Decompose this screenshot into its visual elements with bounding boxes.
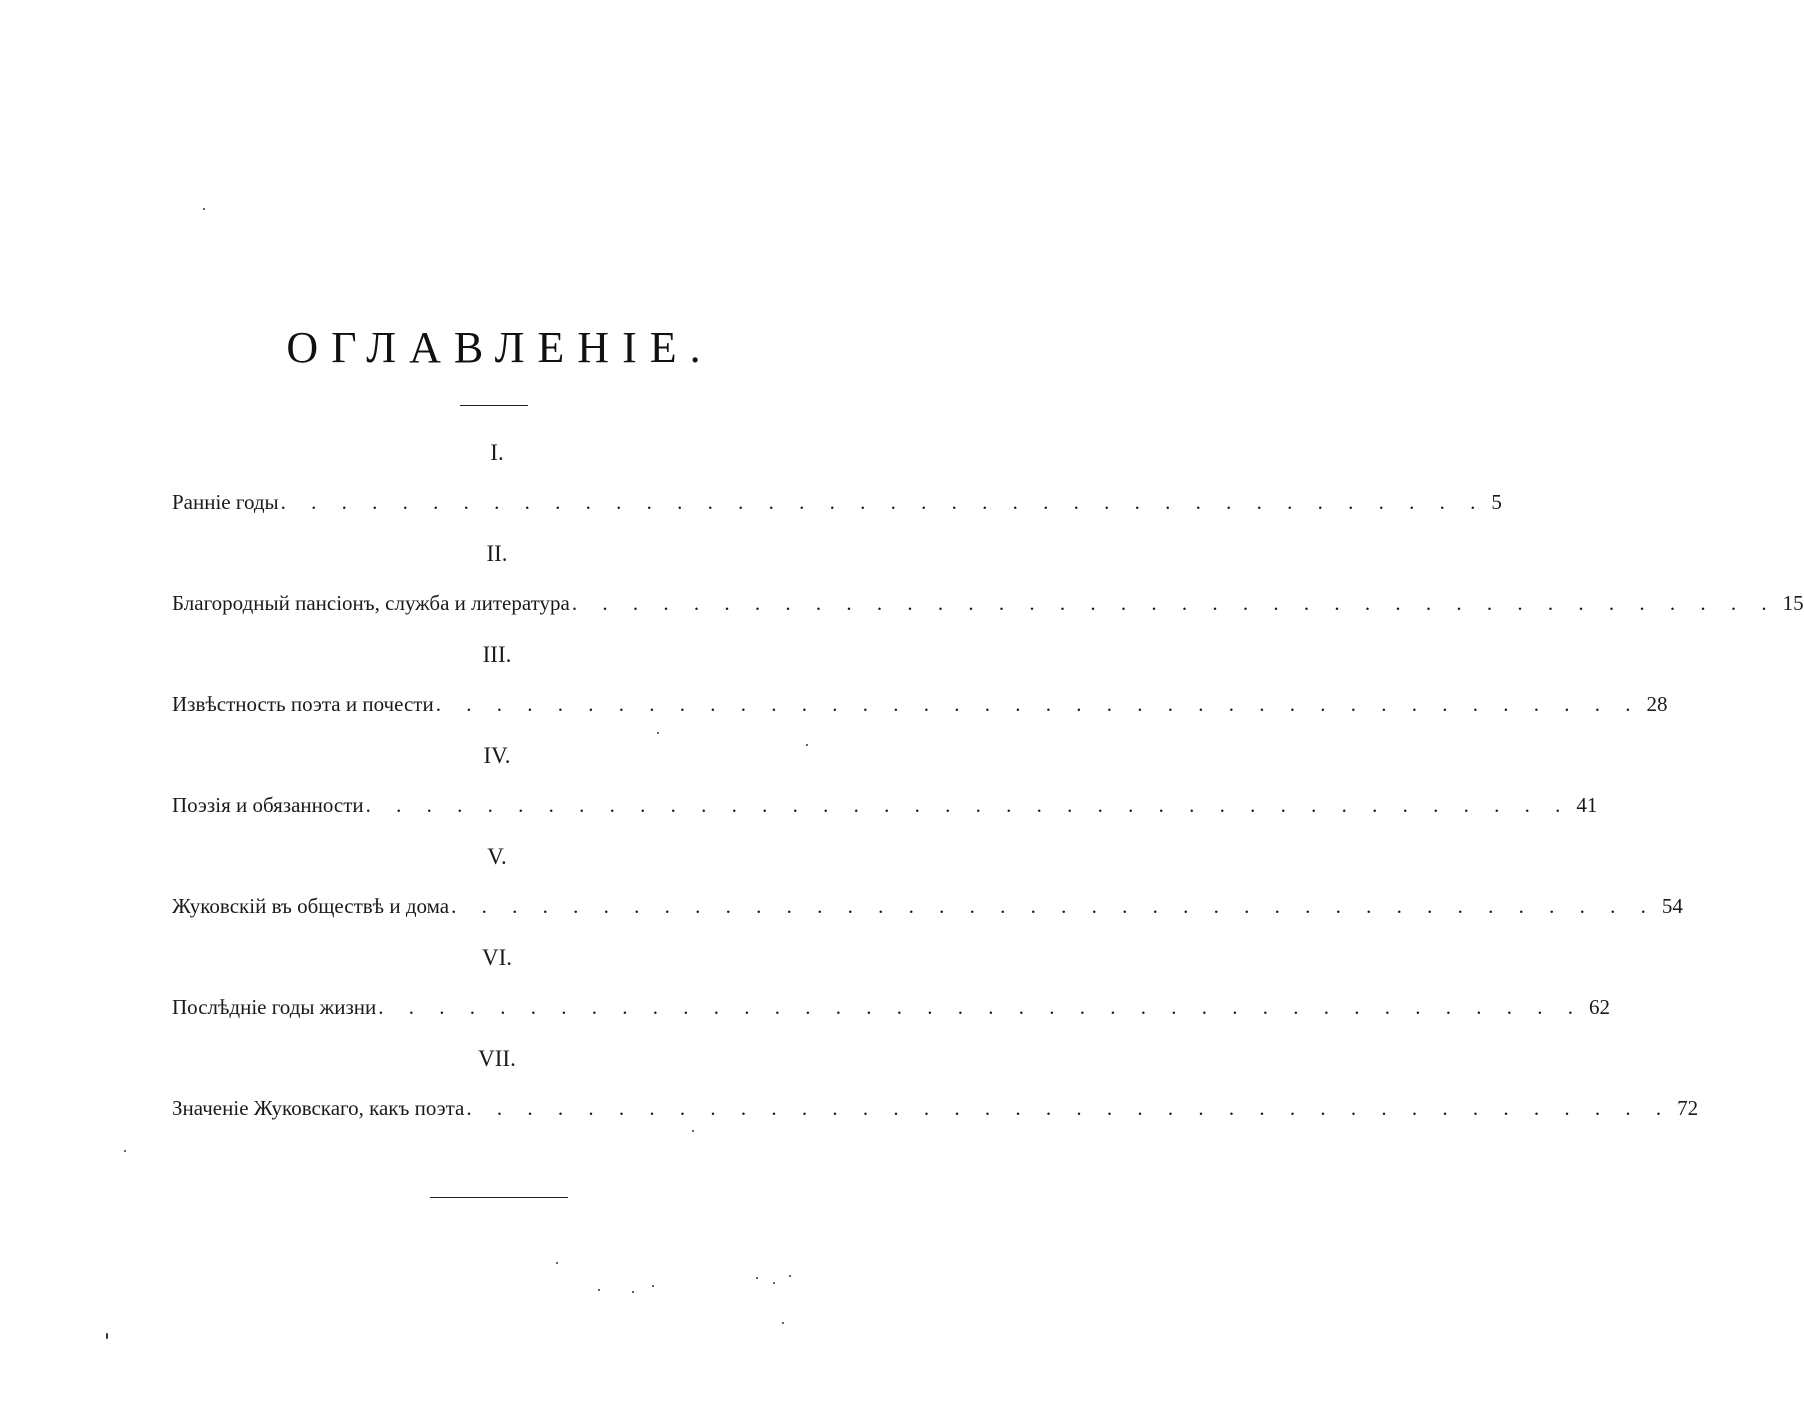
scan-speck: [106, 1333, 108, 1339]
closing-rule: [430, 1197, 568, 1198]
scan-speck: [789, 1275, 791, 1277]
chapter-numeral: IV.: [483, 743, 511, 768]
scan-speck: [782, 1322, 784, 1324]
toc-entry[interactable]: [172, 591, 1804, 616]
dot-leader: . . . . . . . . . . . . . . . . . . . . . . . . . . . . . . . . . . . . . . . .: [435, 692, 1641, 716]
chapter-title: Благородный пансіонъ, служба и литература: [172, 591, 570, 615]
toc-section: [172, 844, 1683, 945]
chapter-title: Значеніе Жуковскаго, какъ поэта: [172, 1096, 465, 1120]
chapter-numeral: V.: [487, 844, 507, 869]
dot-leader: . . . . . . . . . . . . . . . . . . . . . . . . . . . . . . . . . . . . . . . .: [378, 995, 1584, 1019]
scan-speck: [692, 1130, 694, 1132]
chapter-title: Поэзія и обязанности: [172, 793, 364, 817]
chapter-numeral: II.: [486, 541, 508, 566]
scan-speck: [556, 1262, 558, 1264]
chapter-title: Извѣстность поэта и почести: [172, 692, 434, 716]
toc-entry[interactable]: [172, 793, 1598, 818]
toc-entry[interactable]: [172, 692, 1668, 717]
chapter-numeral: VI.: [481, 945, 513, 970]
page-number: 62: [1589, 995, 1611, 1019]
toc-section: [172, 440, 1502, 541]
title-underline-rule: [460, 405, 528, 406]
page-number: 5: [1491, 490, 1502, 514]
toc-entry[interactable]: [172, 1096, 1699, 1121]
toc-entry[interactable]: [172, 490, 1502, 515]
dot-leader: . . . . . . . . . . . . . . . . . . . . . . . . . . . . . . . . . . . . . . . .: [451, 894, 1656, 918]
scan-speck: [124, 1150, 126, 1152]
dot-leader: . . . . . . . . . . . . . . . . . . . . . . . . . . . . . . . . . . . . . . . .: [280, 490, 1486, 514]
dot-leader: . . . . . . . . . . . . . . . . . . . . . . . . . . . . . . . . . . . . . . . .: [571, 591, 1777, 615]
toc-section: [172, 642, 1668, 743]
chapter-numeral: VII.: [478, 1046, 516, 1071]
scan-speck: [652, 1285, 654, 1287]
toc-entry[interactable]: [172, 894, 1683, 919]
chapter-title: Ранніе годы: [172, 490, 279, 514]
toc-entry[interactable]: [172, 995, 1611, 1020]
dot-leader: . . . . . . . . . . . . . . . . . . . . . . . . . . . . . . . . . . . . . . . .: [466, 1096, 1672, 1120]
scan-speck: [632, 1291, 634, 1293]
scan-speck: [806, 744, 808, 746]
chapter-numeral: I.: [490, 440, 504, 465]
scan-speck: [203, 208, 205, 210]
toc-section: [172, 1046, 1699, 1147]
page-number: 54: [1661, 894, 1683, 918]
scan-speck: [598, 1289, 600, 1291]
toc-section: [172, 945, 1611, 1046]
chapter-title: Послѣдніе годы жизни: [172, 995, 377, 1019]
scan-speck: [657, 732, 659, 734]
page-number: 72: [1677, 1096, 1699, 1120]
scan-speck: [773, 1282, 775, 1284]
page-number: 41: [1576, 793, 1598, 817]
dot-leader: . . . . . . . . . . . . . . . . . . . . . . . . . . . . . . . . . . . . . . . .: [365, 793, 1571, 817]
table-of-contents: [172, 440, 1804, 1147]
page-number: 28: [1646, 692, 1668, 716]
page-number: 15: [1782, 591, 1804, 615]
scan-speck: [756, 1277, 758, 1279]
chapter-title: Жуковскій въ обществѣ и дома: [172, 894, 450, 918]
toc-section: [172, 541, 1804, 642]
toc-section: [172, 743, 1598, 844]
page-title: ОГЛАВЛЕНІЕ.: [286, 323, 714, 372]
chapter-numeral: III.: [482, 642, 512, 667]
